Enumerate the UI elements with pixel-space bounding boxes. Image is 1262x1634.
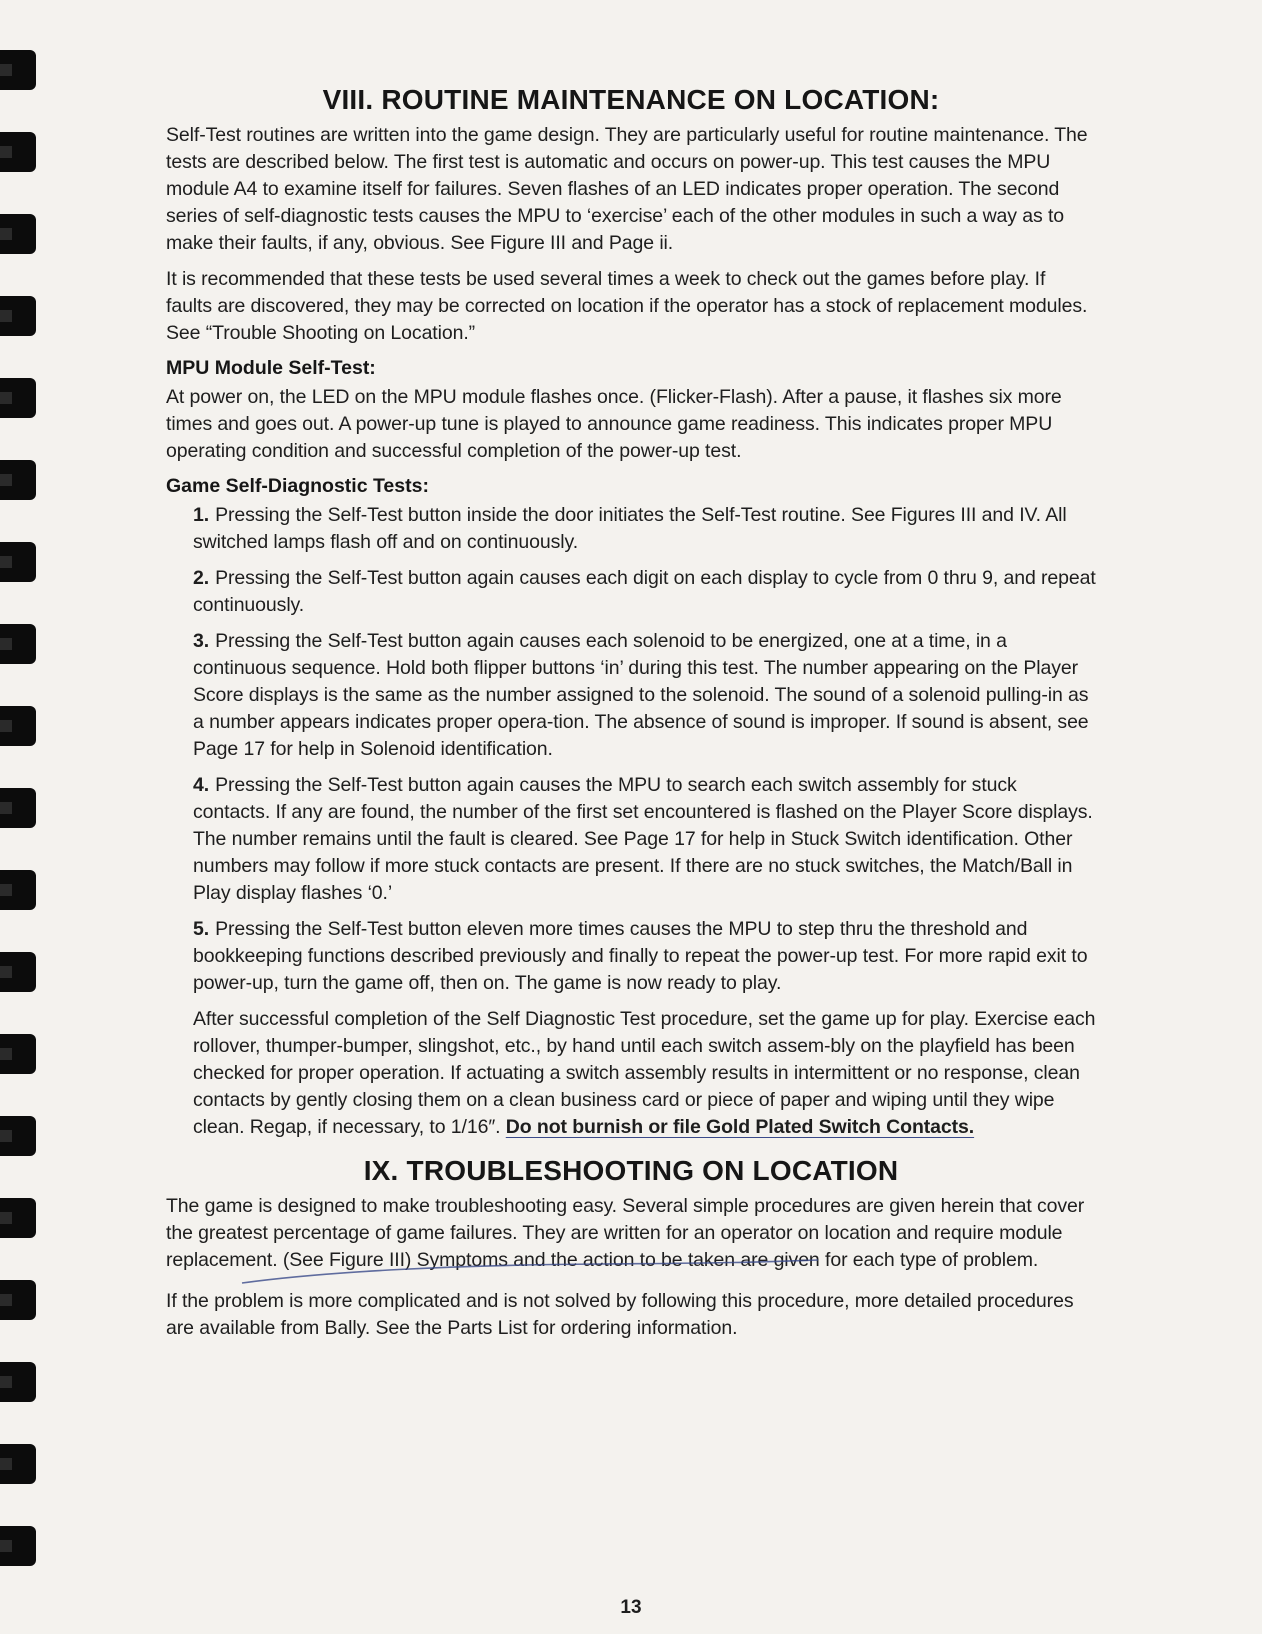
intro-paragraph: Self-Test routines are written into the game design. They are particularly useful for routine maintenance. The tests are described below. The first test is automatic and occurs on power-up. This test causes the MPU module A4 to examine itself for failures. Seven flashes of an LED indicates proper operation. The second series of self-diagnostic tests causes the MPU to ‘exercise’ each of the other modules in such a way as to make their faults, if any, obvious. See Figure III and Page ii. (166, 124, 1088, 254)
binding-ring (0, 1198, 36, 1238)
binding-ring (0, 460, 36, 500)
mpu-selftest-heading: MPU Module Self-Test: (166, 357, 376, 379)
binding-ring (0, 624, 36, 664)
list-item (193, 502, 1096, 556)
troubleshooting-section (166, 1155, 1096, 1342)
diagnostic-tests-heading: Game Self-Diagnostic Tests: (166, 475, 429, 497)
list-item (193, 565, 1096, 619)
troubleshooting-paragraph-2: If the problem is more complicated and is not solved by following this procedure, more detailed procedures are available from Bally. See the Parts List for ordering information. (166, 1290, 1074, 1339)
item-text: Pressing the Self-Test button eleven more times causes the MPU to step thru the threshold and bookkeeping functions described previously and finally to repeat the power-up test. For more rapid exit to power-up, turn the game off, then on. The game is now ready to play. (193, 918, 1088, 994)
binding-ring (0, 1034, 36, 1074)
item-number: 2. (193, 567, 210, 589)
binding-ring (0, 542, 36, 582)
section-title-troubleshooting: IX. TROUBLESHOOTING ON LOCATION (363, 1155, 899, 1186)
binding-ring (0, 1280, 36, 1320)
binding-ring (0, 1526, 36, 1566)
recommendation-paragraph: It is recommended that these tests be used several times a week to check out the games before play. If faults are discovered, they may be corrected on location if the operator has a stock of replacement modules. See “Trouble Shooting on Location.” (166, 268, 1088, 344)
item-text: Pressing the Self-Test button inside the door initiates the Self-Test routine. See Figures III and IV. All switched lamps flash off and on continuously. (193, 504, 1067, 553)
pen-underline-mark (240, 1257, 820, 1287)
troubleshooting-paragraph-1: The game is designed to make troubleshooting easy. Several simple procedures are given herein that cover the greatest percentage of game failures. They are written for an operator on location and require module replacement. (See Figure III) Symptoms and the action to be taken are given for each type of problem. (166, 1195, 1085, 1271)
item-text: Pressing the Self-Test button again causes each digit on each display to cycle from 0 thru 9, and repeat continuously. (193, 567, 1096, 616)
page-content (166, 84, 1096, 1356)
item-number: 3. (193, 630, 210, 652)
binding-ring (0, 1362, 36, 1402)
item-number: 1. (193, 504, 210, 526)
binding-ring (0, 952, 36, 992)
binding-ring (0, 706, 36, 746)
binding-ring (0, 788, 36, 828)
list-item (193, 628, 1096, 763)
after-test-text: After successful completion of the Self Diagnostic Test procedure, set the game up for play. Exercise each rollover, thumper-bumper, slingshot, etc., by hand until each switch assem-bly on the playfield has been checked for proper operation. If actuating a switch assembly results in intermittent or no response, clean contacts by gently closing them on a clean business card or piece of paper and wiping until they wipe clean. Regap, if necessary, to 1/16″. (193, 1008, 1096, 1138)
item-number: 4. (193, 774, 210, 796)
spiral-binding (0, 40, 40, 1620)
binding-ring (0, 1116, 36, 1156)
binding-ring (0, 296, 36, 336)
item-text: Pressing the Self-Test button again causes the MPU to search each switch assembly for stuck contacts. If any are found, the number of the first set encountered is flashed on the Player Score displays. The number remains until the fault is cleared. See Page 17 for help in Stuck Switch identification. Other numbers may follow if more stuck contacts are present. If there are no stuck switches, the Match/Ball in Play display flashes ‘0.’ (193, 774, 1093, 904)
binding-ring (0, 214, 36, 254)
mpu-selftest-text: At power on, the LED on the MPU module flashes once. (Flicker-Flash). After a pause, it flashes six more times and goes out. A power-up tune is played to announce game readiness. This indicates proper MPU operating condition and successful completion of the power-up test. (166, 386, 1062, 462)
list-item (193, 916, 1096, 997)
page-number: 13 (620, 1597, 642, 1618)
gold-contacts-warning: Do not burnish or file Gold Plated Switch Contacts. (505, 1116, 975, 1138)
diagnostic-tests-list (193, 502, 1096, 1141)
section-title-maintenance: VIII. ROUTINE MAINTENANCE ON LOCATION: (322, 84, 940, 115)
item-text: Pressing the Self-Test button again causes each solenoid to be energized, one at a time, in a continuous sequence. Hold both flipper buttons ‘in’ during this test. The number appearing on the Player Score displays is the same as the number assigned to the solenoid. The sound of a solenoid pulling-in as a number appears indicates proper opera-tion. The absence of sound is improper. If sound is absent, see Page 17 for help in Solenoid identification. (193, 630, 1089, 760)
binding-ring (0, 50, 36, 90)
binding-ring (0, 132, 36, 172)
binding-ring (0, 870, 36, 910)
binding-ring (0, 378, 36, 418)
after-test-paragraph (193, 1006, 1096, 1141)
binding-ring (0, 1444, 36, 1484)
list-item (193, 772, 1096, 907)
item-number: 5. (193, 918, 210, 940)
